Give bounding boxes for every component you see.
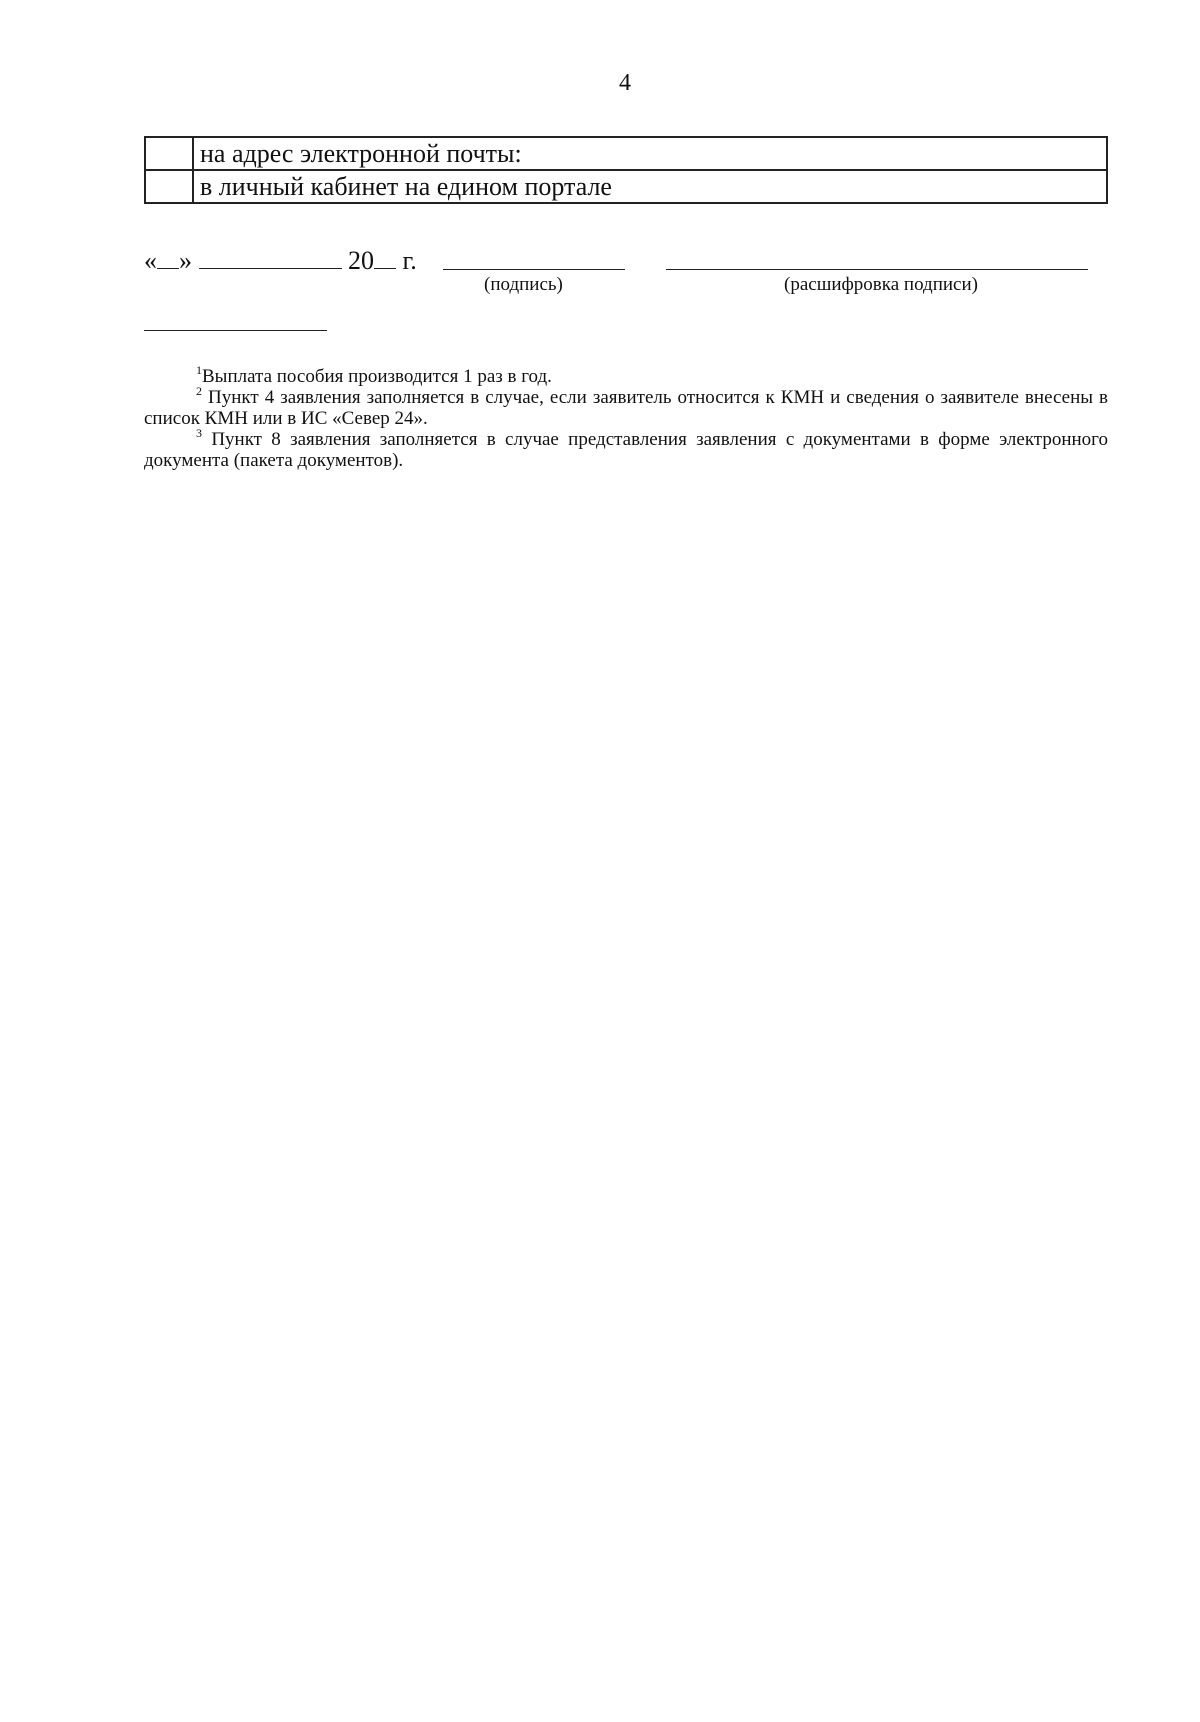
footnote-2 bbox=[144, 384, 1108, 429]
email-option-checkbox[interactable] bbox=[145, 137, 193, 170]
delivery-option-row bbox=[145, 137, 1107, 170]
portal-option-checkbox[interactable] bbox=[145, 170, 193, 203]
footnote-1 bbox=[144, 363, 1108, 387]
portal-option-label: в личный кабинет на едином портале bbox=[193, 170, 1107, 203]
signature-decoding-field[interactable] bbox=[666, 244, 1088, 270]
email-option-label: на адрес электронной почты: bbox=[193, 137, 1107, 170]
signature-caption: (подпись) bbox=[484, 274, 563, 295]
footnote-3 bbox=[144, 426, 1108, 471]
footnote-separator bbox=[144, 330, 327, 331]
day-quote-close: » bbox=[179, 246, 192, 275]
year-prefix: 20 bbox=[348, 246, 374, 275]
delivery-option-row bbox=[145, 170, 1107, 203]
footnote-text: Выплата пособия производится 1 раз в год. bbox=[202, 366, 552, 387]
page-number: 4 bbox=[619, 70, 631, 96]
month-field[interactable] bbox=[199, 244, 342, 269]
footnote-mark: 2 bbox=[196, 384, 202, 398]
year-field[interactable] bbox=[374, 244, 396, 269]
day-quote-open: « bbox=[144, 246, 157, 275]
delivery-options-table bbox=[144, 136, 1108, 204]
footnote-mark: 3 bbox=[196, 426, 202, 440]
day-field[interactable] bbox=[157, 244, 179, 269]
footnote-text: Пункт 8 заявления заполняется в случае представления заявления с документами в форме электронного документа (пакета документов). bbox=[144, 429, 1108, 471]
footnote-text: Пункт 4 заявления заполняется в случае, если заявитель относится к КМН и сведения о заявителе внесены в список КМН или в ИС «Север 24». bbox=[144, 387, 1108, 429]
signature-field[interactable] bbox=[443, 244, 625, 270]
decoding-caption: (расшифровка подписи) bbox=[784, 274, 978, 295]
footnote-mark: 1 bbox=[196, 363, 202, 377]
year-suffix: г. bbox=[402, 246, 417, 275]
date-line bbox=[144, 244, 417, 276]
footnotes bbox=[144, 363, 1108, 471]
